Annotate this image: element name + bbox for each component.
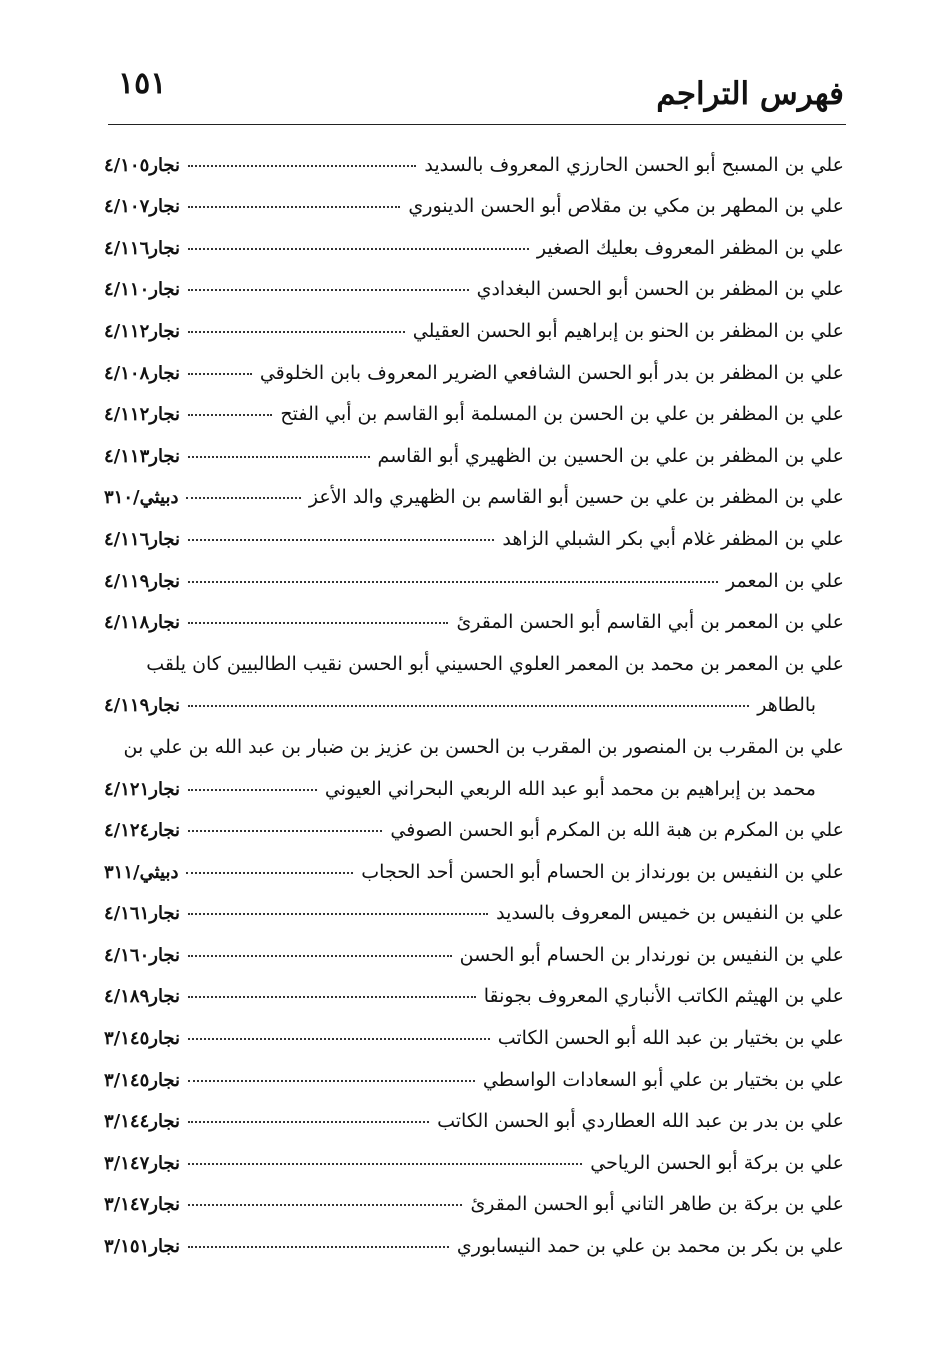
- entry-name: علي بن المعمر: [726, 569, 844, 592]
- entry-name: علي بن النفيس بن خميس المعروف بالسديد: [496, 902, 844, 925]
- entry-name: علي بن بختيار بن عبد الله أبو الحسن الكاتب: [497, 1027, 844, 1050]
- index-entry: [104, 134, 844, 176]
- entry-reference: نجار٣/١٤٧: [104, 1152, 181, 1174]
- index-entry: [104, 1132, 844, 1174]
- running-title: فهرس التراجم: [656, 76, 844, 112]
- leader-dots: [188, 830, 382, 832]
- entry-reference: نجار٤/١١٢: [104, 320, 181, 342]
- leader-dots: [188, 456, 369, 458]
- leader-dots: [186, 872, 353, 874]
- leader-dots: [188, 1121, 429, 1123]
- index-entry-continuation: [104, 758, 844, 800]
- index-entry: [104, 800, 844, 842]
- leader-dots: [188, 539, 494, 541]
- entry-reference: دبيثي/٣١١: [104, 861, 179, 883]
- entry-reference: نجار٤/١٨٩: [104, 986, 181, 1008]
- page-header: [108, 62, 844, 122]
- entry-name-continuation: محمد بن إبراهيم بن محمد أبو عبد الله الربعي البحراني العيوني: [324, 777, 816, 800]
- entry-reference: نجار٣/١٤٤: [104, 1111, 181, 1133]
- leader-dots: [188, 165, 416, 167]
- entry-name: علي بن المظفر بن علي بن حسين أبو القاسم بن الظهيري والد الأعز: [308, 486, 844, 509]
- leader-dots: [188, 248, 529, 250]
- entry-name: علي بن المظفر بن علي بن الحسين بن الظهيري أبو القاسم: [377, 444, 844, 467]
- entry-name: علي بن المكرم بن هبة الله بن المكرم أبو الحسن الصوفي: [390, 819, 844, 842]
- entry-reference: نجار٤/١٦٠: [104, 944, 181, 966]
- page-number: ١٥١: [118, 66, 167, 101]
- entry-reference: نجار٤/١١٩: [104, 695, 181, 717]
- entry-reference: نجار٣/١٤٥: [104, 1028, 181, 1050]
- index-entry: [104, 425, 844, 467]
- entry-reference: نجار٤/١٠٨: [104, 362, 181, 384]
- entry-name: علي بن بركة أبو الحسن الرياحي: [590, 1151, 844, 1174]
- leader-dots: [188, 289, 469, 291]
- index-entry: [104, 508, 844, 550]
- entry-reference: نجار٤/١١٨: [104, 612, 181, 634]
- index-entry: [104, 1091, 844, 1133]
- leader-dots: [188, 581, 718, 583]
- leader-dots: [188, 331, 405, 333]
- leader-dots: [188, 913, 488, 915]
- entry-reference: نجار٤/١٠٥: [104, 154, 181, 176]
- entry-name: علي بن النفيس بن بورنداز بن الحسام أبو الحسن أحد الحجاب: [361, 860, 844, 883]
- entry-name: علي بن الهيثم الكاتب الأنباري المعروف بجونقا: [483, 985, 844, 1008]
- index-entry: [104, 384, 844, 426]
- leader-dots: [188, 1204, 462, 1206]
- entry-name: علي بن بختيار بن علي أبو السعادات الواسطي: [482, 1068, 844, 1091]
- index-entry: [104, 716, 844, 758]
- index-entry: [104, 924, 844, 966]
- entry-reference: نجار٣/١٤٥: [104, 1069, 181, 1091]
- entry-name: علي بن المقرب بن المنصور بن المقرب بن الحسن بن عزيز بن ضبار بن عبد الله بن علي بن: [123, 735, 844, 758]
- entry-name: علي بن بركة بن طاهر التاني أبو الحسن المقرئ: [470, 1193, 844, 1216]
- entry-reference: نجار٣/١٥١: [104, 1236, 181, 1258]
- index-entry: [104, 550, 844, 592]
- entry-reference: نجار٤/١٢١: [104, 778, 181, 800]
- entry-name-continuation: بالطاهر: [757, 694, 816, 717]
- index-entry: [104, 841, 844, 883]
- index-entry: [104, 633, 844, 675]
- entry-name: علي بن المظفر بن الحنو بن إبراهيم أبو الحسن العقيلي: [412, 319, 844, 342]
- entry-reference: نجار٤/١١٢: [104, 404, 181, 426]
- index-entry: [104, 883, 844, 925]
- entry-reference: نجار٤/١١٦: [104, 528, 181, 550]
- entry-name: علي بن المطهر بن مكي بن مقلاص أبو الحسن الدينوري: [408, 195, 844, 218]
- leader-dots: [188, 1080, 475, 1082]
- index-entry: [104, 176, 844, 218]
- index-entry: [104, 1215, 844, 1257]
- entry-reference: نجار٤/١١٠: [104, 279, 181, 301]
- index-entry: [104, 467, 844, 509]
- index-entry: [104, 966, 844, 1008]
- entry-name: علي بن المعمر بن أبي القاسم أبو الحسن المقرئ: [456, 611, 844, 634]
- leader-dots: [188, 206, 400, 208]
- entry-reference: نجار٤/١٢٤: [104, 820, 181, 842]
- entry-reference: دبيثي/٣١٠: [104, 487, 179, 509]
- leader-dots: [188, 414, 272, 416]
- entry-name: علي بن النفيس بن نورندار بن الحسام أبو الحسن: [459, 943, 844, 966]
- entry-reference: نجار٤/١١٣: [104, 445, 181, 467]
- entry-name: علي بن بكر بن محمد بن علي بن حمد النيسابوري: [456, 1235, 844, 1258]
- leader-dots: [188, 705, 749, 707]
- leader-dots: [188, 1038, 490, 1040]
- index-entry: [104, 1049, 844, 1091]
- leader-dots: [188, 1246, 449, 1248]
- leader-dots: [188, 955, 452, 957]
- entry-name: علي بن المظفر بن الحسن أبو الحسن البغدادي: [476, 278, 844, 301]
- index-entry: [104, 1174, 844, 1216]
- leader-dots: [188, 996, 476, 998]
- entry-name: علي بن المظفر بن علي بن الحسن بن المسلمة أبو القاسم بن أبي الفتح: [280, 403, 844, 426]
- index-entry: [104, 342, 844, 384]
- entry-reference: نجار٤/١١٦: [104, 237, 181, 259]
- entry-name: علي بن المظفر بن بدر أبو الحسن الشافعي الضرير المعروف بابن الخلوقي: [259, 361, 844, 384]
- entry-reference: نجار٤/١٠٧: [104, 196, 181, 218]
- leader-dots: [188, 1163, 582, 1165]
- index-entry: [104, 1007, 844, 1049]
- leader-dots: [188, 789, 317, 791]
- index-entry: [104, 592, 844, 634]
- entry-name: علي بن بدر بن عبد الله العطاردي أبو الحسن الكاتب: [437, 1110, 844, 1133]
- entry-name: علي بن المظفر المعروف بعليك الصغير: [536, 236, 844, 259]
- entry-reference: نجار٤/١٦١: [104, 903, 181, 925]
- index-entry: [104, 300, 844, 342]
- entry-name: علي بن المسبح أبو الحسن الحارزي المعروف بالسديد: [424, 153, 844, 176]
- entry-name: علي بن المعمر بن محمد بن المعمر العلوي الحسيني أبو الحسن نقيب الطالبيين كان يلقب: [146, 652, 844, 675]
- index-entry-continuation: [104, 675, 844, 717]
- leader-dots: [188, 373, 252, 375]
- entry-reference: نجار٤/١١٩: [104, 570, 181, 592]
- entry-reference: نجار٣/١٤٧: [104, 1194, 181, 1216]
- index-entry: [104, 217, 844, 259]
- leader-dots: [186, 497, 300, 499]
- biography-index-list: [104, 134, 844, 1257]
- header-rule: [108, 124, 846, 125]
- leader-dots: [188, 622, 448, 624]
- entry-name: علي بن المظفر غلام أبي بكر الشبلي الزاهد: [502, 527, 844, 550]
- index-entry: [104, 259, 844, 301]
